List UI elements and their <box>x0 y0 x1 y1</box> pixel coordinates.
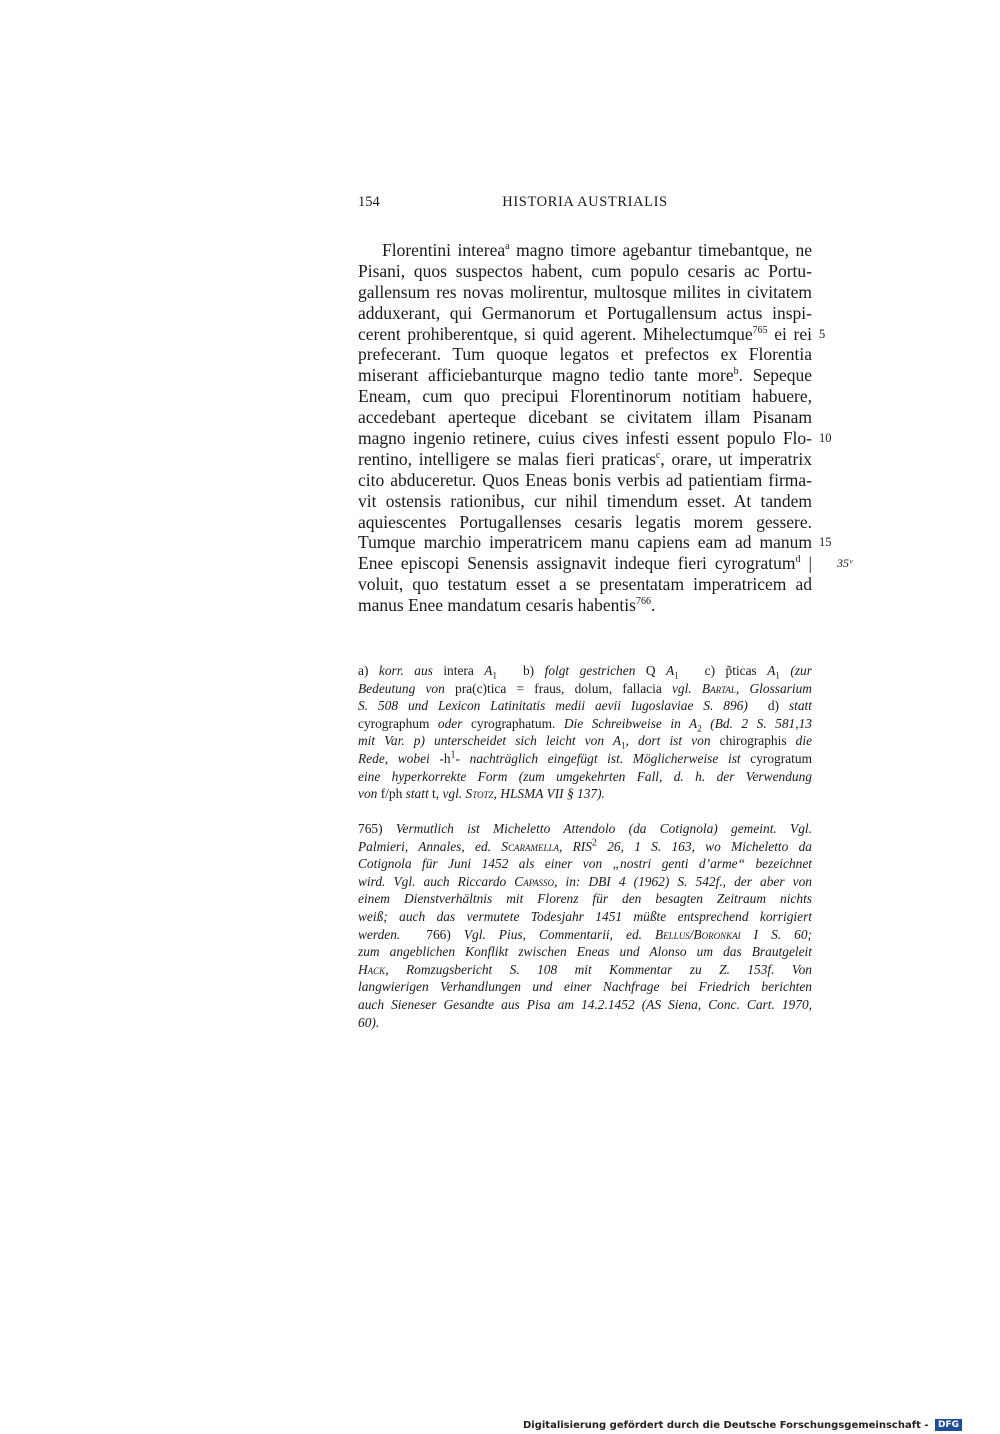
text-line: magno ingenio retinere, cuius cives infesti essent populo Flo- 10 <box>358 428 832 449</box>
apparatus-line: S. 508 und Lexicon Latinitatis medii aevii Iugoslaviae S. 896) d) statt <box>358 698 812 714</box>
line-number: 5 <box>819 326 826 341</box>
main-text <box>358 240 853 616</box>
credit-text: Digitalisierung gefördert durch die Deutsche Forschungsgemeinschaft - <box>522 1420 929 1431</box>
text-line: cito abduceretur. Quos Eneas bonis verbis ad patientiam firma- <box>358 469 812 490</box>
commentary-line: wird. Vgl. auch Riccardo Capasso, in: DBI 4 (1962) S. 542f., der aber von <box>358 873 812 889</box>
commentary-notes <box>358 820 812 1031</box>
commentary-line: weiß; auch das vermutete Todesjahr 1451 müßte entsprechend korrigiert <box>358 908 812 924</box>
commentary-line: Cotignola für Juni 1452 als einer von „nostri genti d’arme“ bezeichnet <box>358 856 812 872</box>
commentary-line: langwierigen Verhandlungen und einer Nachfrage bei Friedrich berichten <box>358 979 812 995</box>
commentary-line: zum angeblichen Konflikt zwischen Eneas und Alonso um das Brautgeleit <box>358 944 812 960</box>
text-line: aquiescentes Portugallenses cesaris legatis morem gessere. <box>358 511 812 532</box>
apparatus-line: a) korr. aus intera $A_1$ b) folgt gestrichen Q $A_1$ c) p̃ticas $A_1$ (zur <box>358 663 812 681</box>
apparatus-line: eine hyperkorrekte Form (zum umgekehrten Fall, d. h. der Verwendung <box>358 768 812 784</box>
text-line: accedebant aperteque dicebant se civitatem illam Pisanam <box>358 407 812 428</box>
apparatus-line: Bedeutung von pra(c)tica = fraus, dolum, fallacia vgl. Bartal, Glossarium <box>358 680 812 696</box>
text-line: manus Enee mandatum cesaris habentis$^{766}$. <box>358 595 656 616</box>
text-line: cerent prohiberentque, si quid agerent. Mihelectumque$^{765}$ ei rei 5 <box>358 323 826 344</box>
text-line: miserant afficiebanturque magno tedio tante more$^b$. Sepeque <box>358 365 812 386</box>
commentary-line: 765) Vermutlich ist Micheletto Attendolo (da Cotignola) gemeint. Vgl. <box>358 821 812 836</box>
text-line: Enee episcopi Senensis assignavit indeque fieri cyrogratum$^d$ | 35ᵛ <box>358 553 853 574</box>
text-line: vit ostensis rationibus, cur nihil timendum esset. At tandem <box>358 490 812 511</box>
line-number: 15 <box>819 535 832 550</box>
commentary-line: Palmieri, Annales, ed. Scaramella, RIS$^2$ 26, 1 S. 163, wo Micheletto da <box>358 837 813 854</box>
apparatus-line: Rede, wobei $-h^1-$ nachträglich eingefügt ist. Möglicherweise ist cyrogratum <box>358 749 812 766</box>
apparatus-line: von f/ph statt t, vgl. Stotz, HLSMA VII § 137). <box>358 786 605 802</box>
critical-apparatus <box>358 662 812 803</box>
text-line: Tumque marchio imperatricem manu capiens eam ad manum 15 <box>358 532 832 553</box>
folio-marker: 35ᵛ <box>837 556 853 571</box>
text-line: adduxerant, qui Germanorum et Portugallensum actus inspi- <box>358 302 812 323</box>
commentary-line: Hack, Romzugsbericht S. 108 mit Kommentar zu Z. 153f. Von <box>358 961 812 977</box>
dfg-logo: DFG <box>935 1419 962 1431</box>
text-line: Pisani, quos suspectos habent, cum populo cesaris ac Portu- <box>358 260 812 281</box>
text-line: rentino, intelligere se malas fieri praticas$^c$, orare, ut imperatrix <box>358 448 812 469</box>
line-number: 10 <box>819 431 832 446</box>
text-line: gallensum res novas molirentur, multosque milites in civitatem <box>358 281 812 302</box>
commentary-line: 60). <box>358 1014 380 1030</box>
running-header <box>358 194 812 214</box>
apparatus-line: cyrographum oder cyrographatum. Die Schreibweise in $A_2$ (Bd. 2 S. 581,13 <box>358 715 812 734</box>
apparatus-line: mit Var. p) unterscheidet sich leicht von $A_1$, dort ist von chirographis die <box>358 733 813 752</box>
page-number: 154 <box>358 194 380 210</box>
text-line: voluit, quo testatum esset a se presentatam imperatricem ad <box>358 574 812 595</box>
running-title: HISTORIA AUSTRIALIS <box>502 194 668 210</box>
text-line: prefecerant. Tum quoque legatos et prefectos ex Florentia <box>358 344 812 365</box>
commentary-line: auch Sieneser Gesandte aus Pisa am 14.2.1452 (AS Siena, Conc. Cart. 1970, <box>358 996 812 1012</box>
commentary-line: werden. 766) Vgl. Pius, Commentarii, ed. Bellus/Boronkai I S. 60; <box>358 926 812 942</box>
text-line: Florentini interea$^a$ magno timore agebantur timebantque, ne <box>382 240 812 260</box>
funding-credit <box>523 1419 962 1431</box>
text-line: Eneam, cum quo precipui Florentinorum notitiam habuere, <box>358 386 812 407</box>
commentary-line: einem Dienstverhältnis mit Florenz für den besagten Zeitraum nichts <box>358 891 812 907</box>
